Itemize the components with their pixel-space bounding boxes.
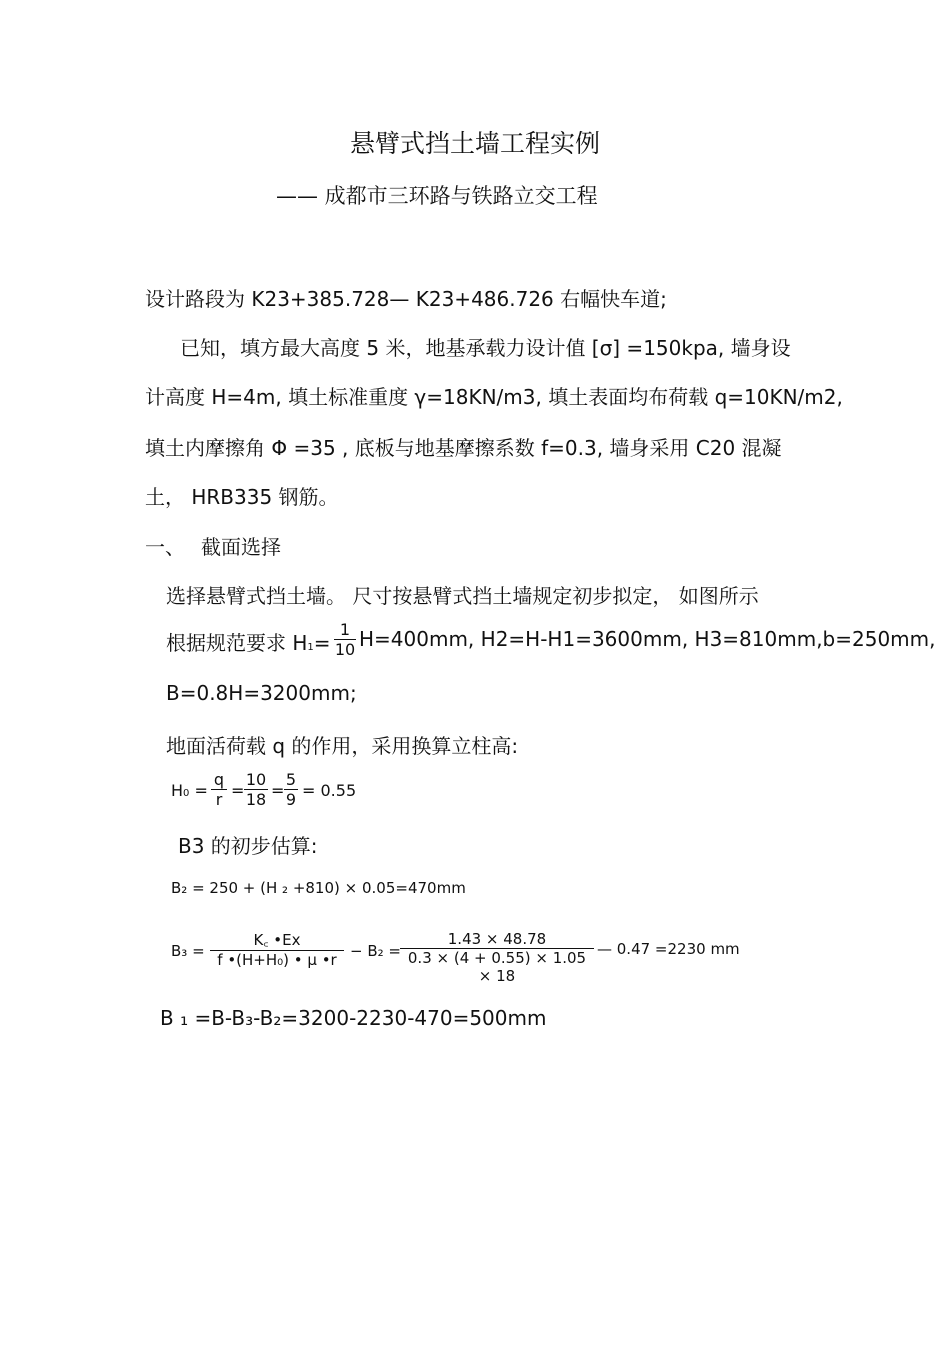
b3-f2-den: 0.3 × (4 + 0.55) × 1.05 × 18 — [407, 949, 587, 985]
h0-fraction-1 — [211, 770, 227, 809]
h0-f2-num: 10 — [245, 770, 267, 789]
doc-title: 悬臂式挡土墙工程实例 — [349, 129, 600, 158]
h0-eq-3: = — [271, 781, 285, 800]
h0-f2-den: 18 — [245, 790, 267, 809]
b3-f1-num: K꜀ •Ex — [253, 931, 301, 949]
requirement-line — [166, 627, 331, 656]
b3-fraction-2 — [400, 930, 594, 985]
b3-mid: − B₂ = — [350, 942, 401, 960]
h0-result: = 0.55 — [302, 781, 357, 800]
road-section-line: 设计路段为 K23+385.728— K23+486.726 右幅快车道; — [145, 287, 667, 311]
h0-lhs-symbol: H — [171, 781, 184, 800]
requirement-fraction — [334, 620, 356, 659]
b2-formula: B₂ = 250 + (H ₂ +810) × 0.05=470mm — [171, 879, 466, 897]
h0-fraction-2 — [244, 770, 268, 809]
h0-lhs-sub: 0 — [183, 788, 190, 799]
requirement-fraction-den: 10 — [334, 640, 356, 659]
b3-tail: — 0.47 =2230 mm — [597, 940, 740, 958]
section-heading-text: 截面选择 — [201, 535, 281, 559]
select-paragraph: 选择悬臂式挡土墙。 尺寸按悬臂式挡土墙规定初步拟定， 如图所示 — [166, 584, 759, 608]
b3-fraction-1 — [210, 930, 344, 969]
h0-result-value: 0.55 — [320, 781, 357, 800]
section-heading-number: 一、 — [145, 535, 185, 559]
requirement-sub: 1 — [307, 642, 314, 653]
b-line: B=0.8H=3200mm; — [166, 681, 357, 705]
known-line-1: 已知，填方最大高度 5 米，地基承载力设计值 [σ] =150kpa, 墙身设 — [180, 336, 791, 360]
known-line-4: 土， HRB335 钢筋。 — [145, 485, 339, 509]
requirement-eq: = — [313, 631, 331, 655]
h0-eq-2: = — [231, 781, 245, 800]
requirement-prefix: 根据规范要求 H — [166, 631, 308, 655]
b1-line: B ₁ =B-B₃-B₂=3200-2230-470=500mm — [160, 1006, 547, 1030]
h0-f1-num: q — [213, 770, 225, 789]
b3-f1-den: f •(H+H₀) • μ •r — [217, 951, 337, 969]
b3-lhs: B₃ = — [171, 942, 205, 960]
h0-f3-den: 9 — [285, 790, 297, 809]
h0-f1-den: r — [215, 790, 223, 809]
load-line: 地面活荷载 q 的作用，采用换算立柱高: — [166, 734, 519, 758]
requirement-rest: H=400mm, H2=H-H1=3600mm, H3=810mm,b=250mm, — [359, 627, 936, 651]
known-line-2: 计高度 H=4m, 填土标准重度 γ=18KN/m3, 填土表面均布荷载 q=10KN/m2, — [145, 385, 843, 409]
b3-f2-num: 1.43 × 48.78 — [447, 930, 547, 948]
known-line-3: 填土内摩擦角 Φ =35 , 底板与地基摩擦系数 f=0.3, 墙身采用 C20 混凝 — [145, 436, 782, 460]
b3-intro: B3 的初步估算: — [178, 834, 318, 858]
h0-fraction-3 — [284, 770, 298, 809]
requirement-fraction-num: 1 — [339, 620, 351, 639]
h0-f3-num: 5 — [285, 770, 297, 789]
h0-lhs: H0 = — [171, 781, 208, 800]
doc-subtitle: —— 成都市三环路与铁路立交工程 — [276, 184, 598, 208]
